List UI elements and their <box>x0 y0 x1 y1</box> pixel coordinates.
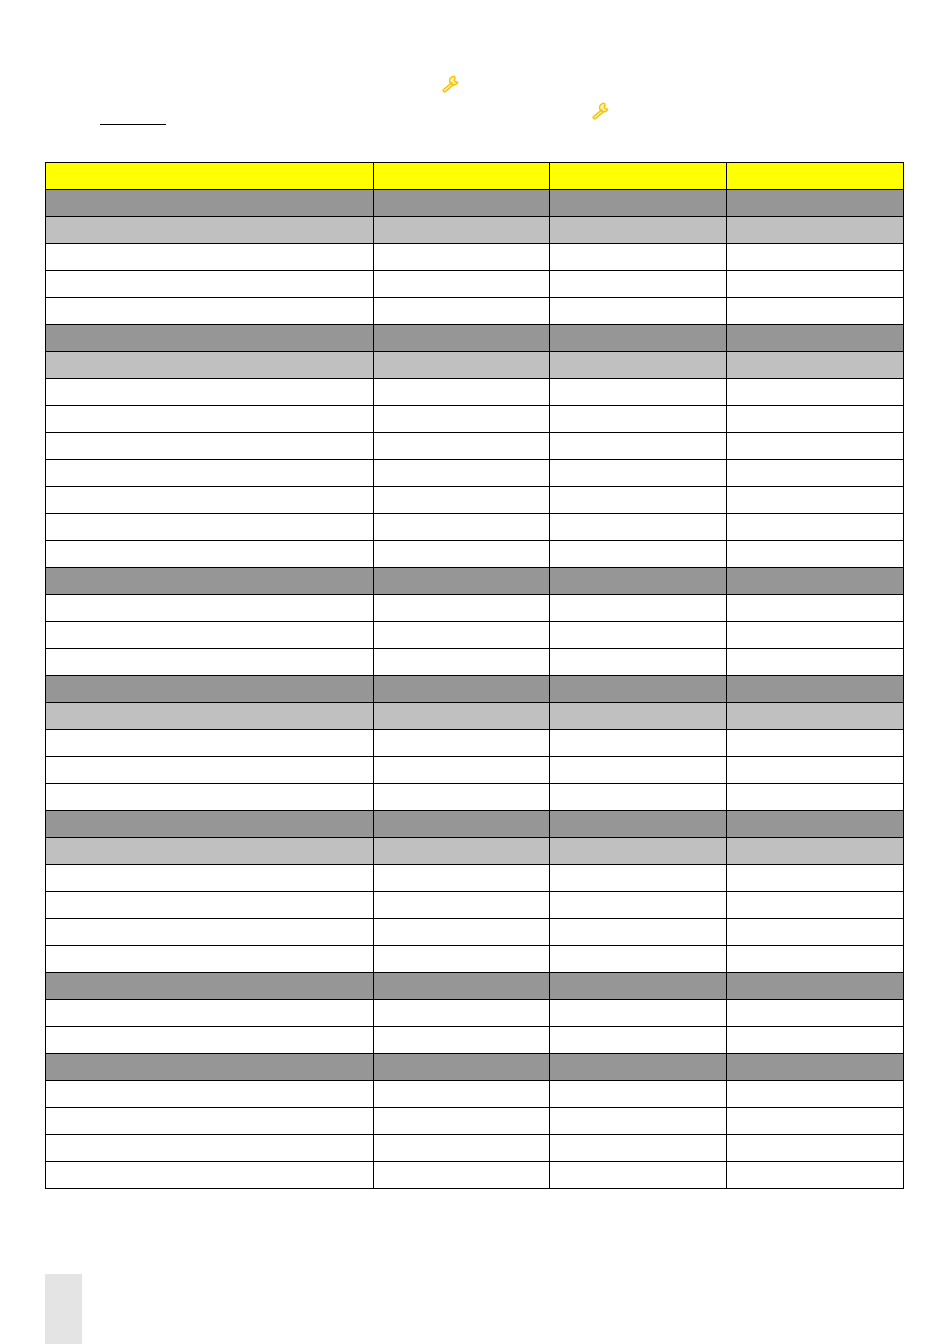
table-row-body <box>46 379 904 406</box>
table-cell <box>374 163 550 190</box>
table-cell <box>550 1081 727 1108</box>
table-cell <box>550 811 727 838</box>
table-cell <box>374 433 550 460</box>
table-cell <box>46 379 374 406</box>
table-cell <box>46 514 374 541</box>
table-cell <box>374 298 550 325</box>
table-row-body <box>46 757 904 784</box>
table-cell <box>46 271 374 298</box>
table-row-section <box>46 325 904 352</box>
table-row-body <box>46 1108 904 1135</box>
table-cell <box>550 298 727 325</box>
table-row-body <box>46 244 904 271</box>
table-cell <box>727 244 904 271</box>
table-cell <box>727 190 904 217</box>
table-row-subsection <box>46 838 904 865</box>
table-cell <box>46 325 374 352</box>
table-cell <box>727 352 904 379</box>
table-cell <box>46 1054 374 1081</box>
table-cell <box>374 244 550 271</box>
table-cell <box>374 514 550 541</box>
table-cell <box>46 973 374 1000</box>
table-cell <box>550 1027 727 1054</box>
table-cell <box>46 784 374 811</box>
table-cell <box>727 568 904 595</box>
table-body <box>46 163 904 1189</box>
table-row-body <box>46 514 904 541</box>
table-cell <box>727 271 904 298</box>
table-cell <box>374 379 550 406</box>
table-cell <box>374 892 550 919</box>
table-row-body <box>46 784 904 811</box>
table-cell <box>374 622 550 649</box>
table-cell <box>727 622 904 649</box>
table-cell <box>550 1108 727 1135</box>
table-cell <box>374 487 550 514</box>
table-cell <box>550 1000 727 1027</box>
table-cell <box>727 514 904 541</box>
table-cell <box>550 730 727 757</box>
table-cell <box>46 1135 374 1162</box>
table-cell <box>46 919 374 946</box>
table-cell <box>374 541 550 568</box>
table-row-body <box>46 487 904 514</box>
table-cell <box>727 919 904 946</box>
table-cell <box>46 892 374 919</box>
table-cell <box>374 406 550 433</box>
table-cell <box>550 217 727 244</box>
table-cell <box>550 406 727 433</box>
table-row-body <box>46 1135 904 1162</box>
table-cell <box>374 217 550 244</box>
table-cell <box>727 676 904 703</box>
table-cell <box>727 1054 904 1081</box>
table-cell <box>46 1081 374 1108</box>
table-cell <box>46 568 374 595</box>
table-cell <box>374 973 550 1000</box>
table-row-section <box>46 676 904 703</box>
table-cell <box>550 838 727 865</box>
table-row-body <box>46 433 904 460</box>
table-cell <box>46 676 374 703</box>
table-cell <box>46 541 374 568</box>
table-cell <box>374 568 550 595</box>
table-row-body <box>46 622 904 649</box>
table-cell <box>550 244 727 271</box>
table-cell <box>550 649 727 676</box>
table-cell <box>46 649 374 676</box>
table-cell <box>550 487 727 514</box>
table-cell <box>727 865 904 892</box>
table-row-body <box>46 919 904 946</box>
table-cell <box>727 973 904 1000</box>
table-cell <box>550 757 727 784</box>
table-row-body <box>46 406 904 433</box>
table-cell <box>374 271 550 298</box>
table-cell <box>727 1000 904 1027</box>
table-cell <box>550 622 727 649</box>
table-cell <box>374 1054 550 1081</box>
table-cell <box>46 1000 374 1027</box>
table-cell <box>550 784 727 811</box>
table-cell <box>727 541 904 568</box>
table-cell <box>550 703 727 730</box>
table-cell <box>727 757 904 784</box>
table-cell <box>727 703 904 730</box>
table-row-body <box>46 595 904 622</box>
table-cell <box>727 946 904 973</box>
table-cell <box>550 460 727 487</box>
table-cell <box>46 352 374 379</box>
table-cell <box>46 217 374 244</box>
table-row-subsection <box>46 217 904 244</box>
table-cell <box>374 919 550 946</box>
table-cell <box>550 271 727 298</box>
table-cell <box>46 1108 374 1135</box>
table-cell <box>46 730 374 757</box>
table-row-body <box>46 298 904 325</box>
table-cell <box>46 298 374 325</box>
table-cell <box>550 1135 727 1162</box>
table-cell <box>727 1108 904 1135</box>
table-cell <box>727 838 904 865</box>
table-cell <box>550 946 727 973</box>
table-cell <box>727 406 904 433</box>
table-cell <box>46 487 374 514</box>
table-cell <box>550 865 727 892</box>
table-cell <box>550 514 727 541</box>
table-cell <box>550 379 727 406</box>
table-cell <box>727 811 904 838</box>
table-cell <box>550 1162 727 1189</box>
table-row-body <box>46 730 904 757</box>
table-row-section <box>46 973 904 1000</box>
table-cell <box>727 730 904 757</box>
table-cell <box>550 568 727 595</box>
table-cell <box>46 757 374 784</box>
table-cell <box>727 1027 904 1054</box>
table-cell <box>46 865 374 892</box>
table-row-body <box>46 892 904 919</box>
table-cell <box>374 1081 550 1108</box>
table-cell <box>374 730 550 757</box>
table-cell <box>374 190 550 217</box>
table-cell <box>46 163 374 190</box>
table-cell <box>550 352 727 379</box>
table-row-body <box>46 1000 904 1027</box>
table-cell <box>46 1027 374 1054</box>
table-row-body <box>46 541 904 568</box>
table-cell <box>550 595 727 622</box>
table-cell <box>46 244 374 271</box>
table-cell <box>46 460 374 487</box>
table-cell <box>727 460 904 487</box>
table-cell <box>46 406 374 433</box>
table-cell <box>374 703 550 730</box>
wrench-icon <box>590 101 612 121</box>
table-cell <box>374 352 550 379</box>
table-cell <box>727 649 904 676</box>
table-cell <box>550 676 727 703</box>
table-cell <box>727 487 904 514</box>
table-cell <box>550 433 727 460</box>
table-row-body <box>46 271 904 298</box>
table-cell <box>727 298 904 325</box>
table-cell <box>374 865 550 892</box>
table-cell <box>727 325 904 352</box>
page-edge-tab <box>45 1274 82 1344</box>
table-row-body <box>46 865 904 892</box>
table-cell <box>374 1162 550 1189</box>
table-cell <box>46 190 374 217</box>
table-cell <box>550 163 727 190</box>
table-cell <box>374 595 550 622</box>
table-cell <box>727 1162 904 1189</box>
table-cell <box>550 190 727 217</box>
table-cell <box>727 784 904 811</box>
table-cell <box>374 811 550 838</box>
table-row-subsection <box>46 352 904 379</box>
table-cell <box>727 595 904 622</box>
table-cell <box>374 460 550 487</box>
table-cell <box>727 433 904 460</box>
table-cell <box>374 1000 550 1027</box>
table-cell <box>374 757 550 784</box>
table-cell <box>374 838 550 865</box>
table-row-subsection <box>46 703 904 730</box>
table-cell <box>374 1135 550 1162</box>
table-row-body <box>46 649 904 676</box>
table-row-body <box>46 1081 904 1108</box>
table-cell <box>46 1162 374 1189</box>
table-cell <box>374 946 550 973</box>
table-cell <box>46 703 374 730</box>
table-row-body <box>46 1027 904 1054</box>
table-cell <box>550 973 727 1000</box>
table-cell <box>46 946 374 973</box>
table-cell <box>46 811 374 838</box>
wrench-icon <box>440 74 462 94</box>
table-cell <box>374 1027 550 1054</box>
table-cell <box>727 892 904 919</box>
table-row-body <box>46 946 904 973</box>
table-row-section <box>46 568 904 595</box>
table-cell <box>46 595 374 622</box>
table-row-section <box>46 811 904 838</box>
table-cell <box>550 325 727 352</box>
table-cell <box>727 217 904 244</box>
table-cell <box>727 1081 904 1108</box>
table-cell <box>46 622 374 649</box>
table-cell <box>46 433 374 460</box>
table-row-body <box>46 1162 904 1189</box>
table-cell <box>374 1108 550 1135</box>
table-cell <box>550 1054 727 1081</box>
table-cell <box>727 1135 904 1162</box>
table-row-section <box>46 1054 904 1081</box>
table-cell <box>550 892 727 919</box>
table-cell <box>550 541 727 568</box>
table-cell <box>727 379 904 406</box>
underline-rule <box>100 124 166 125</box>
table-row-header <box>46 163 904 190</box>
data-table <box>45 162 904 1189</box>
table-cell <box>374 325 550 352</box>
table-cell <box>550 919 727 946</box>
table-cell <box>727 163 904 190</box>
table-cell <box>374 649 550 676</box>
table-cell <box>46 838 374 865</box>
table-cell <box>374 676 550 703</box>
table-cell <box>374 784 550 811</box>
table-row-section <box>46 190 904 217</box>
table-row-body <box>46 460 904 487</box>
